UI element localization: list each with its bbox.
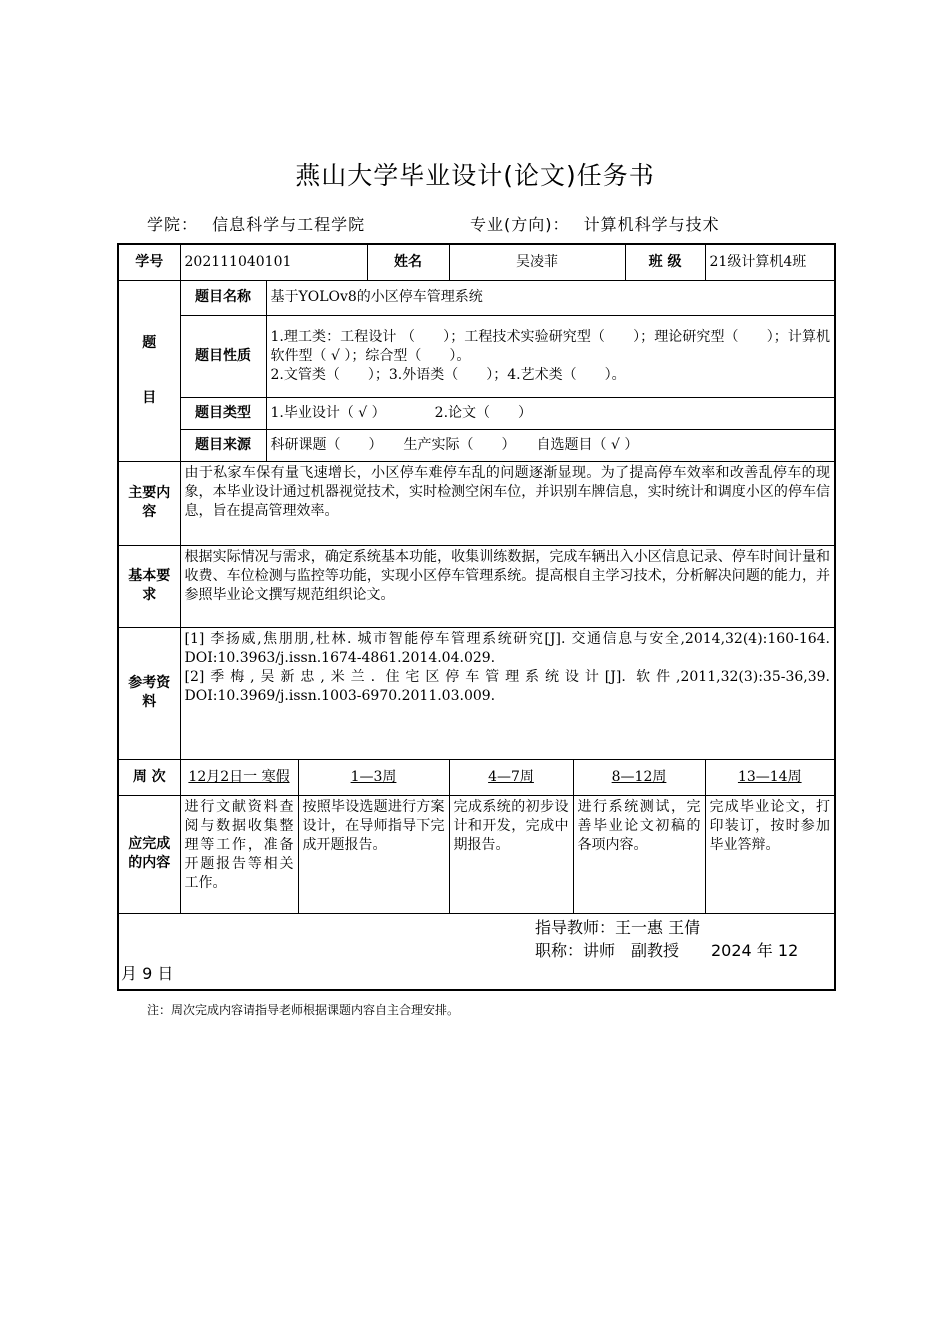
main-content-label: 主要内容 bbox=[118, 461, 180, 545]
signature-block bbox=[118, 913, 835, 990]
week-4: 8—12周 bbox=[573, 759, 705, 795]
week-1: 12月2日一 寒假 bbox=[180, 759, 298, 795]
student-id-label: 学号 bbox=[118, 244, 180, 280]
college-label: 学院： bbox=[147, 215, 199, 234]
class-value: 21级计算机4班 bbox=[705, 244, 835, 280]
requirements-text: 根据实际情况与需求，确定系统基本功能，收集训练数据，完成车辆出入小区信息记录、停车时间计量和收费、车位检测与监控等功能，实现小区停车管理系统。提高根自主学习技术，分析解决问题的能力，并参照毕业论文撰写规范组织论文。 bbox=[180, 545, 835, 627]
footnote: 注：周次完成内容请指导老师根据课题内容自主合理安排。 bbox=[147, 1003, 460, 1017]
week-2: 1—3周 bbox=[298, 759, 449, 795]
topic-group-char-2: 目 bbox=[142, 389, 157, 406]
content-1: 进行文献资料查阅与数据收集整理等工作，准备开题报告等相关工作。 bbox=[180, 795, 298, 913]
content-label: 应完成的内容 bbox=[118, 795, 180, 913]
requirements-label: 基本要求 bbox=[118, 545, 180, 627]
college-field bbox=[147, 212, 365, 235]
advisor-line: 指导教师：王一惠 王倩 bbox=[535, 917, 701, 937]
content-3: 完成系统的初步设计和开发，完成中期报告。 bbox=[449, 795, 573, 913]
content-5: 完成毕业论文，打印装订，按时参加毕业答辩。 bbox=[705, 795, 835, 913]
references-text bbox=[180, 627, 835, 759]
week-label: 周 次 bbox=[118, 759, 180, 795]
student-id-value: 202111040101 bbox=[180, 244, 367, 280]
topic-source-label: 题目来源 bbox=[180, 429, 266, 461]
reference-1: [1] 李扬威,焦朋朋,杜林. 城市智能停车管理系统研究[J]. 交通信息与安全,2014,32(4):160-164. DOI:10.3963/j.issn.1674-4861.2014.04.029. bbox=[184, 630, 831, 666]
topic-source-value: 科研课题（ ） 生产实际（ ） 自选题目（ √ ） bbox=[266, 429, 835, 461]
class-label: 班 级 bbox=[625, 244, 705, 280]
student-name-value: 吴凌菲 bbox=[449, 244, 625, 280]
main-content-text: 由于私家车保有量飞速增长，小区停车难停车乱的问题逐渐显现。为了提高停车效率和改善乱停车的现象，本毕业设计通过机器视觉技术，实时检测空闲车位，并识别车牌信息，实时统计和调度小区的停车信息，旨在提高管理效率。 bbox=[180, 461, 835, 545]
major-label: 专业(方向)： bbox=[470, 215, 570, 234]
college-value: 信息科学与工程学院 bbox=[212, 215, 366, 234]
date-tail: 月 9 日 bbox=[121, 963, 174, 983]
references-label: 参考资料 bbox=[118, 627, 180, 759]
reference-2: [2]季梅,吴新忠,米兰. 住宅区停车管理系统设计[J]. 软件,2011,32(3):35-36,39. DOI:10.3969/j.issn.1003-6970.2011.03.009. bbox=[184, 668, 831, 704]
student-name-label: 姓名 bbox=[367, 244, 449, 280]
title-date-line: 职称：讲师 副教授 2024 年 12 bbox=[535, 940, 799, 960]
topic-nature-label: 题目性质 bbox=[180, 315, 266, 397]
week-3: 4—7周 bbox=[449, 759, 573, 795]
topic-name-label: 题目名称 bbox=[180, 280, 266, 315]
topic-type-value: 1.毕业设计（ √ ） 2.论文（ ） bbox=[266, 397, 835, 429]
page-title: 燕山大学毕业设计(论文)任务书 bbox=[295, 161, 655, 190]
major-value: 计算机科学与技术 bbox=[583, 215, 720, 234]
task-form-table bbox=[117, 243, 836, 991]
topic-nature-line-1: 1.理工类：工程设计 （ ）；工程技术实验研究型（ ）；理论研究型（ ）；计算机软件型（ √ ）；综合型（ ）。 bbox=[270, 328, 831, 364]
topic-nature-value bbox=[266, 315, 835, 397]
content-2: 按照毕设选题进行方案设计，在导师指导下完成开题报告。 bbox=[298, 795, 449, 913]
topic-group-char-1: 题 bbox=[142, 334, 157, 351]
topic-group-label bbox=[118, 280, 180, 461]
topic-type-label: 题目类型 bbox=[180, 397, 266, 429]
week-5: 13—14周 bbox=[705, 759, 835, 795]
content-4: 进行系统测试，完善毕业论文初稿的各项内容。 bbox=[573, 795, 705, 913]
topic-nature-line-2: 2.文管类（ ）；3.外语类（ ）；4.艺术类（ ）。 bbox=[270, 366, 626, 383]
major-field bbox=[470, 212, 720, 235]
topic-name-value: 基于YOLOv8的小区停车管理系统 bbox=[266, 280, 835, 315]
